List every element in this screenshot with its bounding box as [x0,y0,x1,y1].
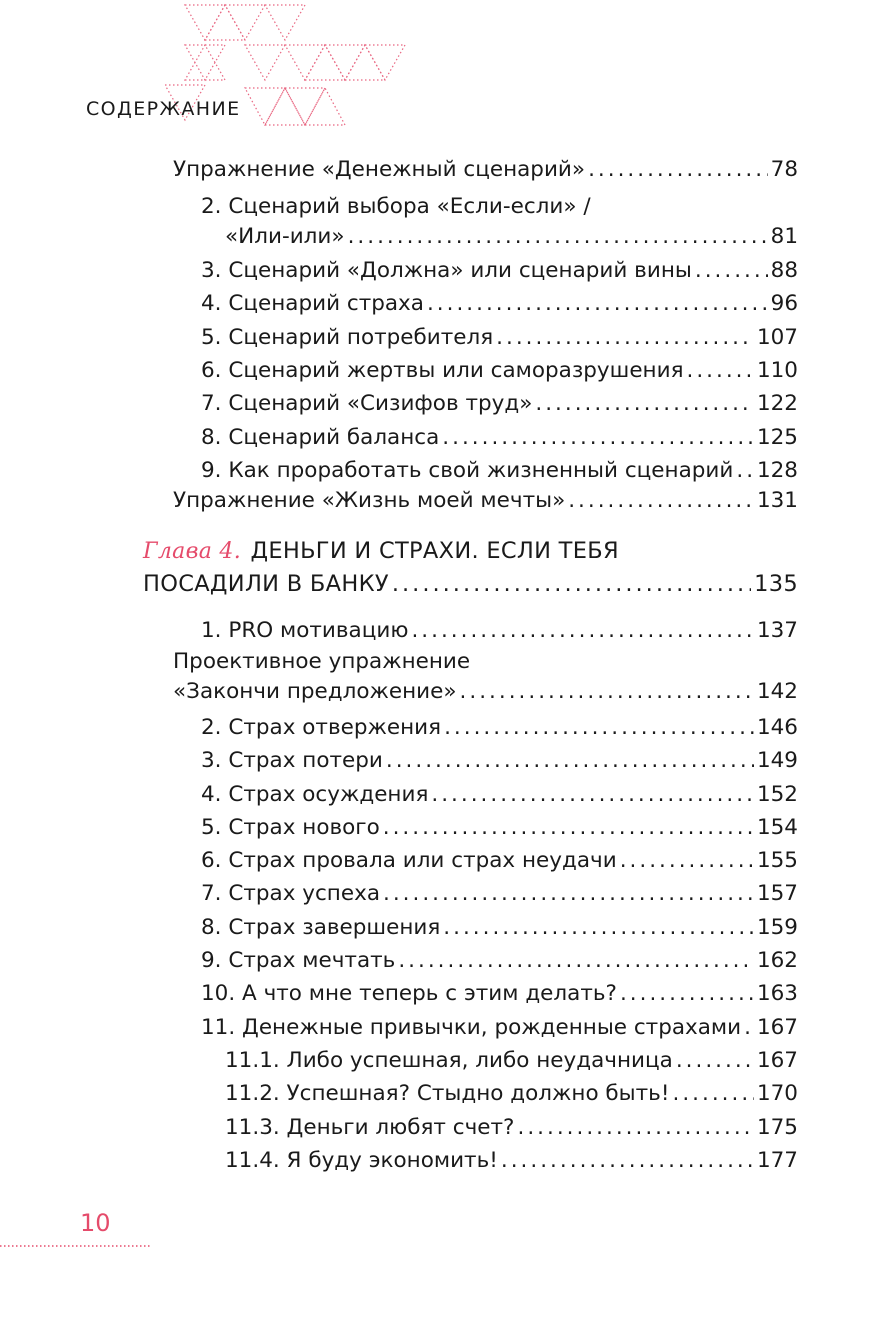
chapter-title-line1: ДЕНЬГИ И СТРАХИ. ЕСЛИ ТЕБЯ [250,538,619,564]
toc-page-number: 142 [756,679,798,704]
toc-entry-title: 7. Страх успеха [201,881,380,906]
dot-leader [348,222,768,252]
toc-entry[interactable] [201,289,798,319]
toc-entry[interactable] [201,713,798,743]
toc-entry[interactable] [201,946,798,976]
toc-page-number: 146 [756,715,798,740]
toc-entry[interactable] [173,486,798,516]
toc-entry-title: 6. Страх провала или страх неудачи [201,848,617,873]
toc-entry[interactable] [225,222,798,252]
dot-leader [398,946,754,976]
chapter-heading-line1 [143,534,619,569]
dot-leader [687,356,754,386]
dot-leader [695,256,768,286]
toc-entry-title: «Закончи предложение» [173,679,457,704]
toc-entry-title: 11.2. Успешная? Стыдно должно быть! [225,1081,670,1106]
toc-page-number: 170 [756,1081,798,1106]
toc-entry-title: 4. Сценарий страха [201,291,424,316]
toc-page-number: 162 [756,948,798,973]
toc-entry[interactable] [201,323,798,353]
chapter-title-line2: ПОСАДИЛИ В БАНКУ [143,571,389,597]
toc-entry-title: 5. Страх нового [201,815,380,840]
toc-page-number: 167 [756,1015,798,1040]
toc-entry-title: 1. PRO мотивацию [201,618,409,643]
toc-entry-title: 8. Сценарий баланса [201,425,440,450]
toc-page-number: 157 [756,881,798,906]
toc-entry[interactable] [201,356,798,386]
toc-entry[interactable] [201,879,798,909]
toc-entry[interactable] [201,813,798,843]
toc-entry[interactable] [173,677,798,707]
toc-entry[interactable] [225,1146,798,1176]
toc-entry-title: 3. Страх потери [201,748,383,773]
dot-leader [620,979,754,1009]
toc-entry-title: 11.1. Либо успешная, либо неудачница [225,1048,673,1073]
toc-page-number: 122 [756,391,798,416]
dot-leader [517,1113,753,1143]
toc-page-number: 81 [770,224,798,249]
toc-entry[interactable] [225,1046,798,1076]
dot-leader [444,713,754,743]
dot-leader [443,913,754,943]
footer-dotted-rule [0,1244,150,1248]
dot-leader [744,1013,754,1043]
toc-page-number: 167 [756,1048,798,1073]
toc-entry[interactable] [201,746,798,776]
page-number: 10 [80,1209,111,1237]
toc-entry[interactable] [201,979,798,1009]
toc-entry[interactable] [173,155,798,185]
toc-page-number: 110 [756,358,798,383]
toc-entry-title-line1: 2. Сценарий выбора «Если-если» / [201,194,591,219]
toc-entry-title: 9. Страх мечтать [201,948,396,973]
dot-leader [386,746,754,776]
toc-entry-title: 5. Сценарий потребителя [201,325,494,350]
toc-entry-title: 11. Денежные привычки, рожденные страхами [201,1015,742,1040]
dot-leader [496,323,754,353]
toc-page-number: 88 [770,258,798,283]
dot-leader [736,456,754,486]
toc-entry-title: Упражнение «Денежный сценарий» [173,157,586,182]
toc-page-number: 135 [754,571,798,597]
toc-entry-title: 2. Страх отвержения [201,715,442,740]
dot-leader [431,780,754,810]
toc-page-number: 152 [756,782,798,807]
toc-page-number: 159 [756,915,798,940]
toc-page-number: 107 [756,325,798,350]
toc-entry-title: 3. Сценарий «Должна» или сценарий вины [201,258,692,283]
dot-leader [588,155,768,185]
toc-entry[interactable] [201,456,798,486]
dot-leader [383,813,754,843]
toc-entry-title: «Или-или» [225,224,345,249]
chapter-entry[interactable] [143,569,798,599]
dot-leader [460,677,754,707]
section-title: СОДЕРЖАНИЕ [86,98,241,120]
dot-leader [411,616,754,646]
toc-entry[interactable] [201,913,798,943]
toc-entry-title-line1: Проективное упражнение [173,649,471,674]
dot-leader [535,389,754,419]
toc-page-number: 125 [756,425,798,450]
dot-leader [501,1146,754,1176]
dot-leader [568,486,754,516]
dot-leader [392,569,751,599]
toc-entry[interactable] [201,780,798,810]
toc-entry-title: 6. Сценарий жертвы или саморазрушения [201,358,684,383]
dot-leader [442,423,754,453]
toc-page-number: 177 [756,1148,798,1173]
toc-page-number: 163 [756,981,798,1006]
toc-entry-title: 8. Страх завершения [201,915,441,940]
toc-page-number: 131 [756,488,798,513]
toc-page-number: 78 [770,157,798,182]
toc-page-number: 175 [756,1115,798,1140]
toc-entry-title: 4. Страх осуждения [201,782,429,807]
dot-leader [620,846,754,876]
toc-entry[interactable] [201,616,798,646]
toc-entry[interactable] [201,389,798,419]
toc-page-number: 155 [756,848,798,873]
toc-page-number: 154 [756,815,798,840]
toc-entry-title: 11.3. Деньги любят счет? [225,1115,515,1140]
toc-entry-title: Упражнение «Жизнь моей мечты» [173,488,566,513]
toc-page-number: 96 [770,291,798,316]
toc-entry[interactable] [201,256,798,286]
toc-entry[interactable] [201,1013,798,1043]
dot-leader [676,1046,754,1076]
dot-leader [672,1079,753,1109]
toc-entry[interactable] [225,1079,798,1109]
toc-entry[interactable] [225,1113,798,1143]
toc-page-number: 149 [756,748,798,773]
dot-leader [383,879,754,909]
toc-entry-title: 9. Как проработать свой жизненный сценарий [201,458,734,483]
toc-entry[interactable] [201,846,798,876]
toc-entry[interactable] [201,423,798,453]
toc-entry-title: 10. А что мне теперь с этим делать? [201,981,617,1006]
toc-page-number: 137 [756,618,798,643]
chapter-label: Глава 4. [143,539,241,564]
dot-leader [427,289,768,319]
toc-entry-title: 7. Сценарий «Сизифов труд» [201,391,533,416]
toc-entry-title: 11.4. Я буду экономить! [225,1148,498,1173]
toc-page-number: 128 [756,458,798,483]
